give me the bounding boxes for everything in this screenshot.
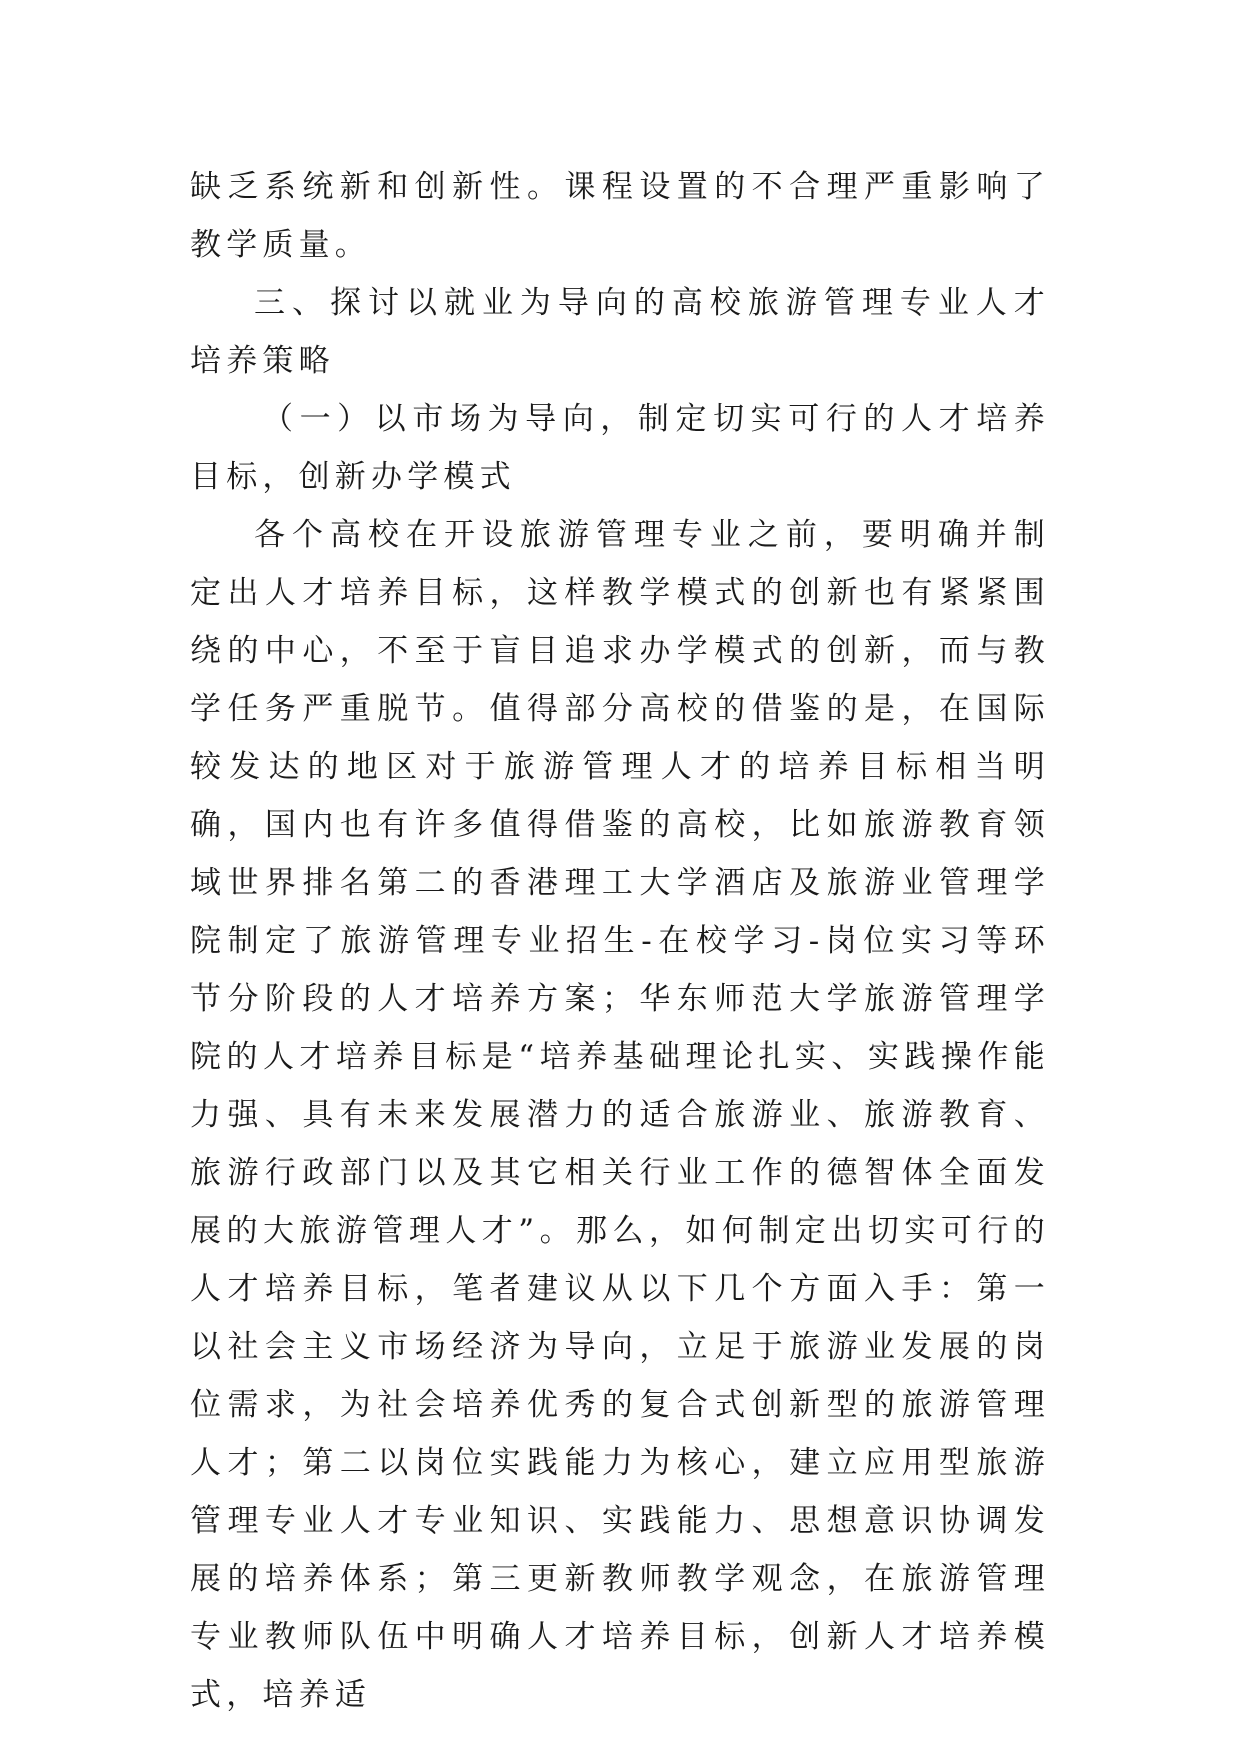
document-body: [190, 158, 1050, 1724]
section-heading: 三、探讨以就业为导向的高校旅游管理专业人才培养策略: [190, 285, 1050, 379]
body-paragraph: 各个高校在开设旅游管理专业之前，要明确并制定出人才培养目标，这样教学模式的创新也有紧紧围绕的中心，不至于盲目追求办学模式的创新，而与教学任务严重脱节。值得部分高校的借鉴的是，在国际较发达的地区对于旅游管理人才的培养目标相当明确，国内也有许多值得借鉴的高校，比如旅游教育领域世界排名第二的香港理工大学酒店及旅游业管理学院制定了旅游管理专业招生-在校学习-岗位实习等环节分阶段的人才培养方案；华东师范大学旅游管理学院的人才培养目标是“培养基础理论扎实、实践操作能力强、具有未来发展潜力的适合旅游业、旅游教育、旅游行政部门以及其它相关行业工作的德智体全面发展的大旅游管理人才”。那么，如何制定出切实可行的人才培养目标，笔者建议从以下几个方面入手：第一以社会主义市场经济为导向，立足于旅游业发展的岗位需求，为社会培养优秀的复合式创新型的旅游管理人才；第二以岗位实践能力为核心，建立应用型旅游管理专业人才专业知识、实践能力、思想意识协调发展的培养体系；第三更新教师教学观念，在旅游管理专业教师队伍中明确人才培养目标，创新人才培养模式，培养适: [190, 517, 1050, 1713]
subsection-heading: （一）以市场为导向，制定切实可行的人才培养目标，创新办学模式: [190, 401, 1050, 495]
continuation-paragraph: 缺乏系统新和创新性。课程设置的不合理严重影响了教学质量。: [190, 169, 1050, 263]
